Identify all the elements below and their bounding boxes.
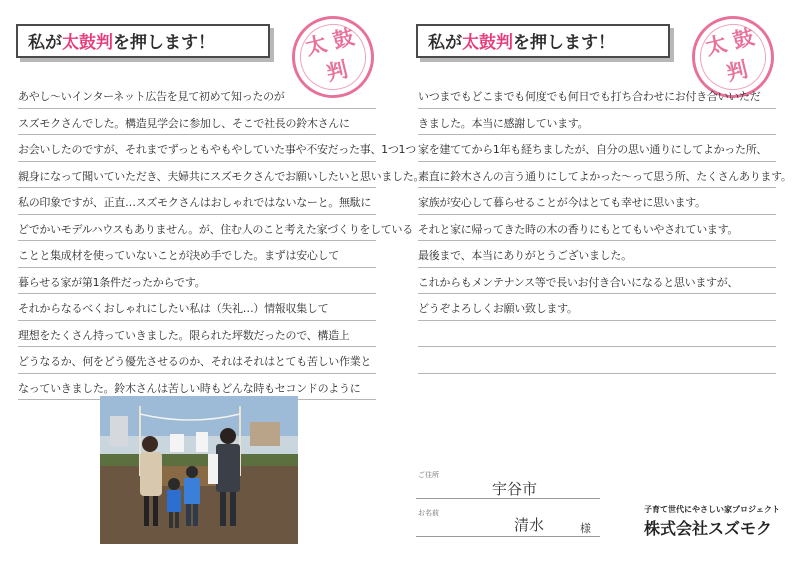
company-name: 株式会社スズモク [644, 519, 773, 538]
text-line: 家族が安心して暮らせることが今はとても幸せに思います。 [418, 188, 776, 215]
text-line: 暮らせる家が第1条件だったからです。 [18, 268, 376, 295]
banner-title [16, 24, 270, 58]
text-line [418, 321, 776, 348]
text-line: 理想をたくさん持っていきました。限られた坪数だったので、構造上 [18, 321, 376, 348]
name-label: お名前 [418, 509, 439, 517]
honorific: 様 [580, 522, 591, 535]
text-line: なっていきました。鈴木さんは苦しい時もどんな時もセコンドのように [18, 374, 376, 401]
text-line: 親身になって聞いていただき、夫婦共にスズモクさんでお願いしたいと思いました。 [18, 162, 376, 189]
address-value: 宇谷市 [492, 480, 538, 498]
text-line: あやし～いインターネット広告を見て初めて知ったのが [18, 82, 376, 109]
name-value: 清水 [514, 516, 545, 534]
stamp-char: 太 [702, 30, 730, 60]
text-line: これからもメンテナンス等で長いお付き合いになると思いますが、 [418, 268, 776, 295]
stamp-char: 判 [323, 56, 351, 86]
banner-post-text: を押します！ [113, 33, 215, 53]
text-line: どでかいモデルハウスもありません。が、住む人のこと考えた家づくりをしている [18, 215, 376, 242]
company-tagline: 子育て世代にやさしい家プロジェクト [644, 505, 780, 514]
banner-post-text: を押します！ [513, 33, 615, 53]
handwritten-text-lines [418, 82, 792, 374]
address-underline [416, 498, 600, 499]
right-testimonial-sheet [410, 18, 792, 548]
stamp-char: 判 [723, 56, 751, 86]
banner-pre-text: 私が [28, 33, 62, 53]
text-line: スズモクさんでした。構造見学会に参加し、そこで社長の鈴木さんに [18, 109, 376, 136]
stamp-char: 鼓 [730, 23, 757, 54]
text-line: どうなるか、何をどう優先させるのか、それはそれはとても苦しい作業と [18, 347, 376, 374]
family-photo-illustration [100, 396, 298, 544]
handwritten-text-lines [18, 82, 425, 400]
text-line [418, 347, 776, 374]
banner-pre-text: 私が [428, 33, 462, 53]
text-line: 最後まで、本当にありがとうございました。 [418, 241, 776, 268]
name-underline [416, 536, 600, 537]
stamp-char: 鼓 [330, 23, 357, 54]
text-line: ことと集成材を使っていないことが決め手でした。まずは安心して [18, 241, 376, 268]
text-line: それからなるべくおしゃれにしたい私は（失礼…）情報収集して [18, 294, 376, 321]
family-photo [100, 396, 298, 544]
left-testimonial-sheet [10, 18, 425, 548]
banner-highlight-text: 太鼓判 [462, 33, 513, 53]
address-label: ご住所 [418, 471, 439, 479]
text-line: お会いしたのですが、それまでずっともやもやしていた事や不安だった事、1つ1つ [18, 135, 376, 162]
text-line: いつまでもどこまでも何度でも何日でも打ち合わせにお付き合いいただ [418, 82, 776, 109]
text-line: それと家に帰ってきた時の木の香りにもとてもいやされています。 [418, 215, 776, 242]
text-line: 私の印象ですが、正直…スズモクさんはおしゃれではないなーと。無駄に [18, 188, 376, 215]
banner-highlight-text: 太鼓判 [62, 33, 113, 53]
text-line: 家を建ててから1年も経ちましたが、自分の思い通りにしてよかった所、 [418, 135, 776, 162]
text-line: きました。本当に感謝しています。 [418, 109, 776, 136]
text-line: 素直に鈴木さんの言う通りにしてよかった～って思う所、たくさんあります。 [418, 162, 776, 189]
banner-title [416, 24, 670, 58]
stamp-char: 太 [302, 30, 330, 60]
text-line: どうぞよろしくお願い致します。 [418, 294, 776, 321]
